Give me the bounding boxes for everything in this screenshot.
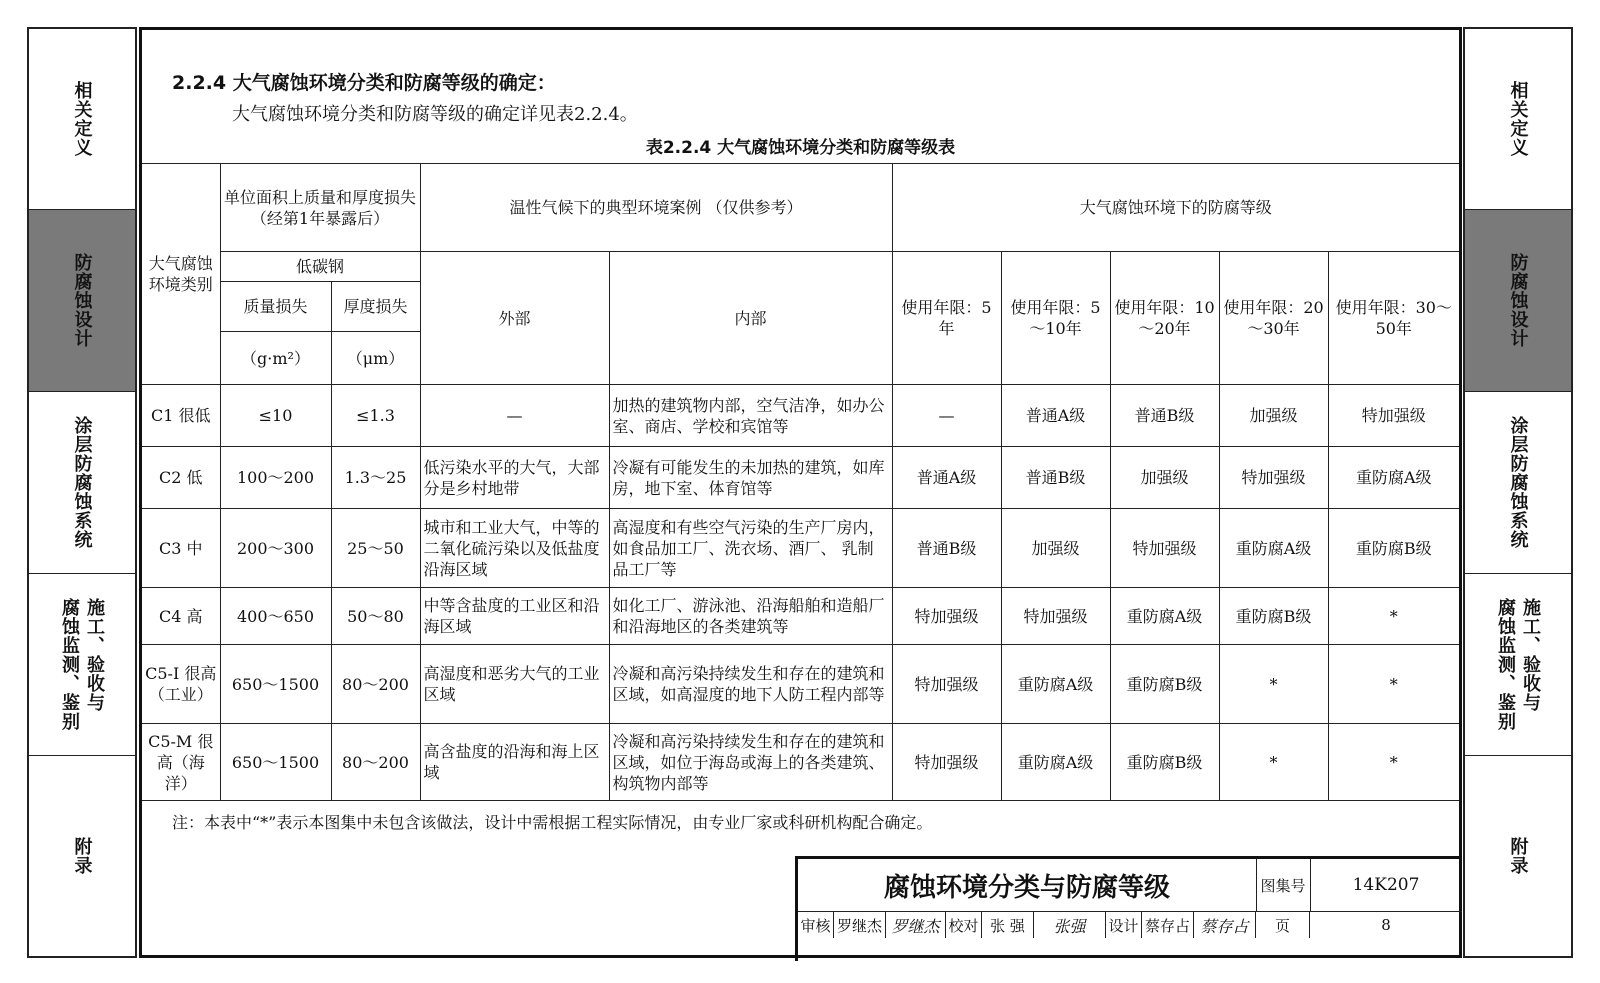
table-row xyxy=(142,509,1459,588)
sidebar-tab-label: 腐蚀监测、鉴别 xyxy=(59,598,80,731)
checker-signature: 张强 xyxy=(1034,912,1106,938)
row-grade: 普通B级 xyxy=(1001,447,1110,509)
row-thickness-loss: 50～80 xyxy=(331,588,420,645)
row-grade: 普通A级 xyxy=(892,447,1001,509)
row-exterior: 城市和工业大气，中等的二氧化硫污染以及低盐度沿海区域 xyxy=(420,509,609,588)
row-grade: 特加强级 xyxy=(1219,447,1328,509)
row-category: C3 中 xyxy=(142,509,220,588)
header-year-4: 使用年限：20～30年 xyxy=(1219,252,1328,385)
row-exterior: 高湿度和恶劣大气的工业区域 xyxy=(420,645,609,724)
drawing-title: 腐蚀环境分类与防腐等级 xyxy=(798,859,1257,912)
header-steel: 低碳钢 xyxy=(220,252,420,282)
page-label: 页 xyxy=(1256,912,1310,938)
row-mass-loss: 100～200 xyxy=(220,447,331,509)
sidebar-tab-appendix[interactable] xyxy=(1465,756,1571,956)
sidebar-tab-label: 施工、验收与 xyxy=(84,598,105,712)
row-interior: 高湿度和有些空气污染的生产厂房内，如食品加工厂、洗衣场、酒厂、 乳制品工厂等 xyxy=(609,509,892,588)
header-category: 大气腐蚀环境类别 xyxy=(142,164,220,385)
atlas-number: 14K207 xyxy=(1310,859,1462,912)
title-block xyxy=(795,856,1462,961)
row-thickness-loss: 1.3～25 xyxy=(331,447,420,509)
table-row xyxy=(142,724,1459,801)
table-row xyxy=(142,588,1459,645)
header-mass-loss: 质量损失 xyxy=(220,282,331,332)
row-grade: 重防腐B级 xyxy=(1110,645,1219,724)
table-caption: 表2.2.4 大气腐蚀环境分类和防腐等级表 xyxy=(645,138,956,158)
row-grade: * xyxy=(1219,724,1328,801)
row-exterior: 低污染水平的大气，大部分是乡村地带 xyxy=(420,447,609,509)
left-sidebar xyxy=(27,27,137,958)
signature-row xyxy=(798,912,1462,938)
row-grade: 重防腐A级 xyxy=(1110,588,1219,645)
header-year-2: 使用年限：5～10年 xyxy=(1001,252,1110,385)
row-grade: 重防腐A级 xyxy=(1328,447,1459,509)
design-label: 设计 xyxy=(1106,912,1142,938)
header-year-5: 使用年限：30～50年 xyxy=(1328,252,1459,385)
header-thickness-unit: （μm） xyxy=(331,332,420,385)
sidebar-tab-definitions[interactable] xyxy=(1465,29,1571,210)
row-grade: 普通B级 xyxy=(1110,385,1219,447)
sidebar-tab-label: 腐蚀监测、鉴别 xyxy=(1495,598,1516,731)
row-grade: 加强级 xyxy=(1110,447,1219,509)
row-grade: 重防腐A级 xyxy=(1001,645,1110,724)
header-interior: 内部 xyxy=(609,252,892,385)
row-grade: 加强级 xyxy=(1001,509,1110,588)
header-examples-group: 温性气候下的典型环境案例 （仅供参考） xyxy=(420,164,892,252)
check-label: 校对 xyxy=(946,912,982,938)
row-grade: 特加强级 xyxy=(892,588,1001,645)
reviewer-name: 罗继杰 xyxy=(834,912,886,938)
row-exterior: 中等含盐度的工业区和沿海区域 xyxy=(420,588,609,645)
sidebar-tab-label: 附录 xyxy=(1507,837,1529,875)
row-interior: 冷凝和高污染持续发生和存在的建筑和区域，如高湿度的地下人防工程内部等 xyxy=(609,645,892,724)
row-category: C2 低 xyxy=(142,447,220,509)
section-heading: 2.2.4 大气腐蚀环境分类和防腐等级的确定： xyxy=(172,72,556,94)
header-loss-group: 单位面积上质量和厚度损失（经第1年暴露后） xyxy=(220,164,420,252)
sidebar-tab-label: 防腐蚀设计 xyxy=(71,253,93,348)
row-grade: 普通A级 xyxy=(1001,385,1110,447)
sidebar-tab-coating-system[interactable] xyxy=(29,392,135,574)
header-year-3: 使用年限：10～20年 xyxy=(1110,252,1219,385)
row-grade: 特加强级 xyxy=(892,724,1001,801)
header-mass-unit: （g·m²） xyxy=(220,332,331,385)
row-mass-loss: 200～300 xyxy=(220,509,331,588)
table-row xyxy=(142,645,1459,724)
table-row xyxy=(142,385,1459,447)
row-interior: 冷凝和高污染持续发生和存在的建筑和区域，如位于海岛或海上的各类建筑、构筑物内部等 xyxy=(609,724,892,801)
sidebar-tab-label: 相关定义 xyxy=(1507,81,1529,157)
drawing-sheet xyxy=(139,27,1462,958)
right-sidebar xyxy=(1463,27,1573,958)
row-exterior: 高含盐度的沿海和海上区域 xyxy=(420,724,609,801)
header-grade-group: 大气腐蚀环境下的防腐等级 xyxy=(892,164,1459,252)
sidebar-tab-coating-system[interactable] xyxy=(1465,392,1571,574)
row-category: C4 高 xyxy=(142,588,220,645)
review-label: 审核 xyxy=(798,912,834,938)
sidebar-tab-label: 施工、验收与 xyxy=(1520,598,1541,712)
row-category: C5-M 很高（海洋） xyxy=(142,724,220,801)
row-interior: 冷凝有可能发生的未加热的建筑，如库房，地下室、体育馆等 xyxy=(609,447,892,509)
corrosion-table xyxy=(142,163,1459,801)
sidebar-tab-appendix[interactable] xyxy=(29,756,135,956)
designer-name: 蔡存占 xyxy=(1142,912,1194,938)
sidebar-tab-label: 涂层防腐蚀系统 xyxy=(1507,416,1529,549)
row-grade: 重防腐A级 xyxy=(1219,509,1328,588)
sidebar-tab-construction[interactable] xyxy=(29,574,135,756)
header-year-1: 使用年限：5年 xyxy=(892,252,1001,385)
row-mass-loss: 400～650 xyxy=(220,588,331,645)
checker-name: 张 强 xyxy=(982,912,1034,938)
page-number: 8 xyxy=(1381,916,1391,934)
sidebar-tab-definitions[interactable] xyxy=(29,29,135,210)
atlas-label: 图集号 xyxy=(1256,859,1311,912)
row-category: C1 很低 xyxy=(142,385,220,447)
row-thickness-loss: 80～200 xyxy=(331,724,420,801)
table-row xyxy=(142,447,1459,509)
row-mass-loss: 650～1500 xyxy=(220,724,331,801)
row-grade: 重防腐A级 xyxy=(1001,724,1110,801)
row-mass-loss: 650～1500 xyxy=(220,645,331,724)
intro-text: 大气腐蚀环境分类和防腐等级的确定详见表2.2.4。 xyxy=(232,104,638,125)
row-grade: 重防腐B级 xyxy=(1328,509,1459,588)
row-thickness-loss: 25～50 xyxy=(331,509,420,588)
row-grade: 重防腐B级 xyxy=(1110,724,1219,801)
sidebar-tab-label: 防腐蚀设计 xyxy=(1507,253,1529,348)
sidebar-tab-label: 涂层防腐蚀系统 xyxy=(71,416,93,549)
row-grade: 特加强级 xyxy=(1110,509,1219,588)
row-interior: 如化工厂、游泳池、沿海船舶和造船厂和沿海地区的各类建筑等 xyxy=(609,588,892,645)
row-exterior: — xyxy=(420,385,609,447)
row-mass-loss: ≤10 xyxy=(220,385,331,447)
row-grade: — xyxy=(892,385,1001,447)
row-grade: * xyxy=(1328,588,1459,645)
row-grade: 特加强级 xyxy=(892,645,1001,724)
row-grade: * xyxy=(1328,724,1459,801)
row-interior: 加热的建筑物内部，空气洁净，如办公室、商店、学校和宾馆等 xyxy=(609,385,892,447)
sidebar-tab-label: 附录 xyxy=(71,837,93,875)
row-grade: * xyxy=(1328,645,1459,724)
sidebar-tab-label: 相关定义 xyxy=(71,81,93,157)
sidebar-tab-construction[interactable] xyxy=(1465,574,1571,756)
sidebar-tab-anticorrosion-design[interactable] xyxy=(1465,210,1571,392)
row-grade: 加强级 xyxy=(1219,385,1328,447)
header-exterior: 外部 xyxy=(420,252,609,385)
table-note: 注：本表中“*”表示本图集中未包含该做法，设计中需根据工程实际情况，由专业厂家或科研机构配合确定。 xyxy=(172,813,933,832)
row-thickness-loss: 80～200 xyxy=(331,645,420,724)
row-grade: 普通B级 xyxy=(892,509,1001,588)
row-thickness-loss: ≤1.3 xyxy=(331,385,420,447)
designer-signature: 蔡存占 xyxy=(1194,912,1256,938)
row-grade: * xyxy=(1219,645,1328,724)
row-grade: 特加强级 xyxy=(1328,385,1459,447)
row-grade: 特加强级 xyxy=(1001,588,1110,645)
reviewer-signature: 罗继杰 xyxy=(886,912,946,938)
sidebar-tab-anticorrosion-design[interactable] xyxy=(29,210,135,392)
header-thickness-loss: 厚度损失 xyxy=(331,282,420,332)
row-grade: 重防腐B级 xyxy=(1219,588,1328,645)
row-category: C5-I 很高（工业） xyxy=(142,645,220,724)
